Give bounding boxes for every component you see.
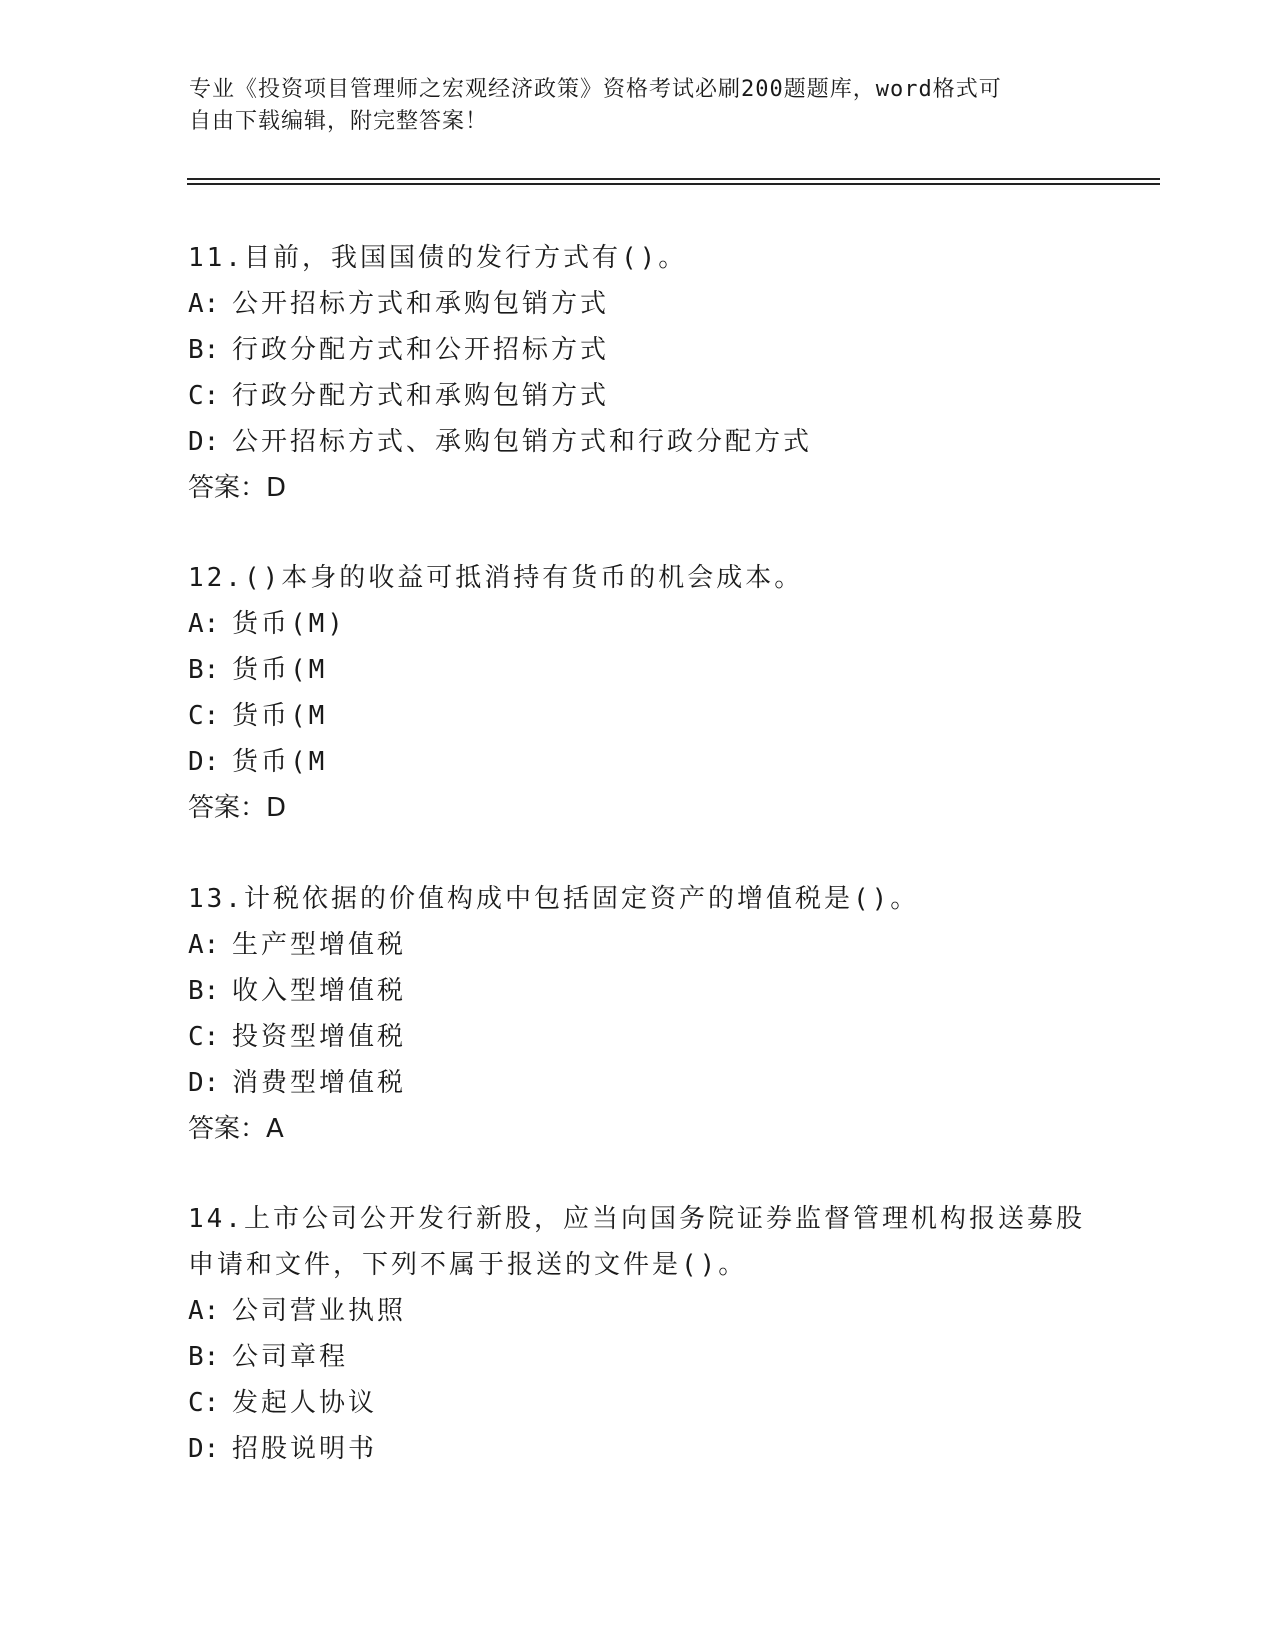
- answer-text: 答案：D: [188, 793, 287, 823]
- option-c: [188, 1380, 1088, 1426]
- option-key: B:: [188, 976, 220, 1006]
- question-title-line-1: 14.上市公司公开发行新股，应当向国务院证券监督管理机构报送募股: [188, 1204, 1085, 1234]
- option-text: 投资型增值税: [232, 1022, 407, 1052]
- option-b: [188, 1334, 1088, 1380]
- question-12: [188, 555, 1088, 831]
- question-14: [188, 1196, 1088, 1472]
- option-key: D:: [188, 1068, 220, 1098]
- document-header: [189, 74, 1089, 138]
- question-title-line-2: 申请和文件，下列不属于报送的文件是()。: [188, 1250, 748, 1280]
- option-key: D:: [188, 427, 220, 457]
- option-text: 招股说明书: [232, 1434, 378, 1464]
- option-key: D:: [188, 747, 220, 777]
- option-a: [188, 922, 1088, 968]
- answer-text: 答案：D: [188, 473, 287, 503]
- option-key: D:: [188, 1434, 220, 1464]
- option-text: 消费型增值税: [232, 1068, 407, 1098]
- option-key: B:: [188, 655, 220, 685]
- option-text: 货币(M: [232, 655, 328, 685]
- option-text: 公开招标方式、承购包销方式和行政分配方式: [232, 427, 813, 457]
- option-d: [188, 739, 1088, 785]
- option-d: [188, 419, 1088, 465]
- option-text: 货币(M): [232, 609, 346, 639]
- question-title: 13.计税依据的价值构成中包括固定资产的增值税是()。: [188, 884, 920, 914]
- option-key: B:: [188, 1342, 220, 1372]
- option-text: 货币(M: [232, 701, 328, 731]
- question-title: 12.()本身的收益可抵消持有货币的机会成本。: [188, 563, 804, 593]
- option-b: [188, 647, 1088, 693]
- option-text: 行政分配方式和公开招标方式: [232, 335, 610, 365]
- option-text: 生产型增值税: [232, 930, 407, 960]
- option-text: 收入型增值税: [232, 976, 407, 1006]
- option-key: C:: [188, 701, 220, 731]
- question-13: [188, 876, 1088, 1152]
- option-text: 行政分配方式和承购包销方式: [232, 381, 610, 411]
- option-a: [188, 1288, 1088, 1334]
- option-key: B:: [188, 335, 220, 365]
- option-key: A:: [188, 1296, 220, 1326]
- header-divider-top: [187, 178, 1160, 180]
- question-title: 11.目前，我国国债的发行方式有()。: [188, 243, 688, 273]
- option-key: C:: [188, 381, 220, 411]
- option-a: [188, 601, 1088, 647]
- option-key: C:: [188, 1022, 220, 1052]
- option-b: [188, 327, 1088, 373]
- option-text: 公开招标方式和承购包销方式: [232, 289, 610, 319]
- option-d: [188, 1426, 1088, 1472]
- option-text: 发起人协议: [232, 1388, 378, 1418]
- header-divider-bottom: [187, 183, 1160, 185]
- option-b: [188, 968, 1088, 1014]
- option-d: [188, 1060, 1088, 1106]
- option-c: [188, 373, 1088, 419]
- option-a: [188, 281, 1088, 327]
- option-key: A:: [188, 289, 220, 319]
- header-line-2: 自由下载编辑，附完整答案！: [189, 109, 489, 134]
- option-key: A:: [188, 609, 220, 639]
- option-key: C:: [188, 1388, 220, 1418]
- option-text: 公司章程: [232, 1342, 349, 1372]
- option-text: 货币(M: [232, 747, 328, 777]
- answer-text: 答案：A: [188, 1114, 284, 1144]
- option-c: [188, 693, 1088, 739]
- header-line-1: 专业《投资项目管理师之宏观经济政策》资格考试必刷200题题库，word格式可: [189, 77, 1002, 102]
- option-c: [188, 1014, 1088, 1060]
- question-11: [188, 235, 1088, 511]
- option-key: A:: [188, 930, 220, 960]
- option-text: 公司营业执照: [232, 1296, 407, 1326]
